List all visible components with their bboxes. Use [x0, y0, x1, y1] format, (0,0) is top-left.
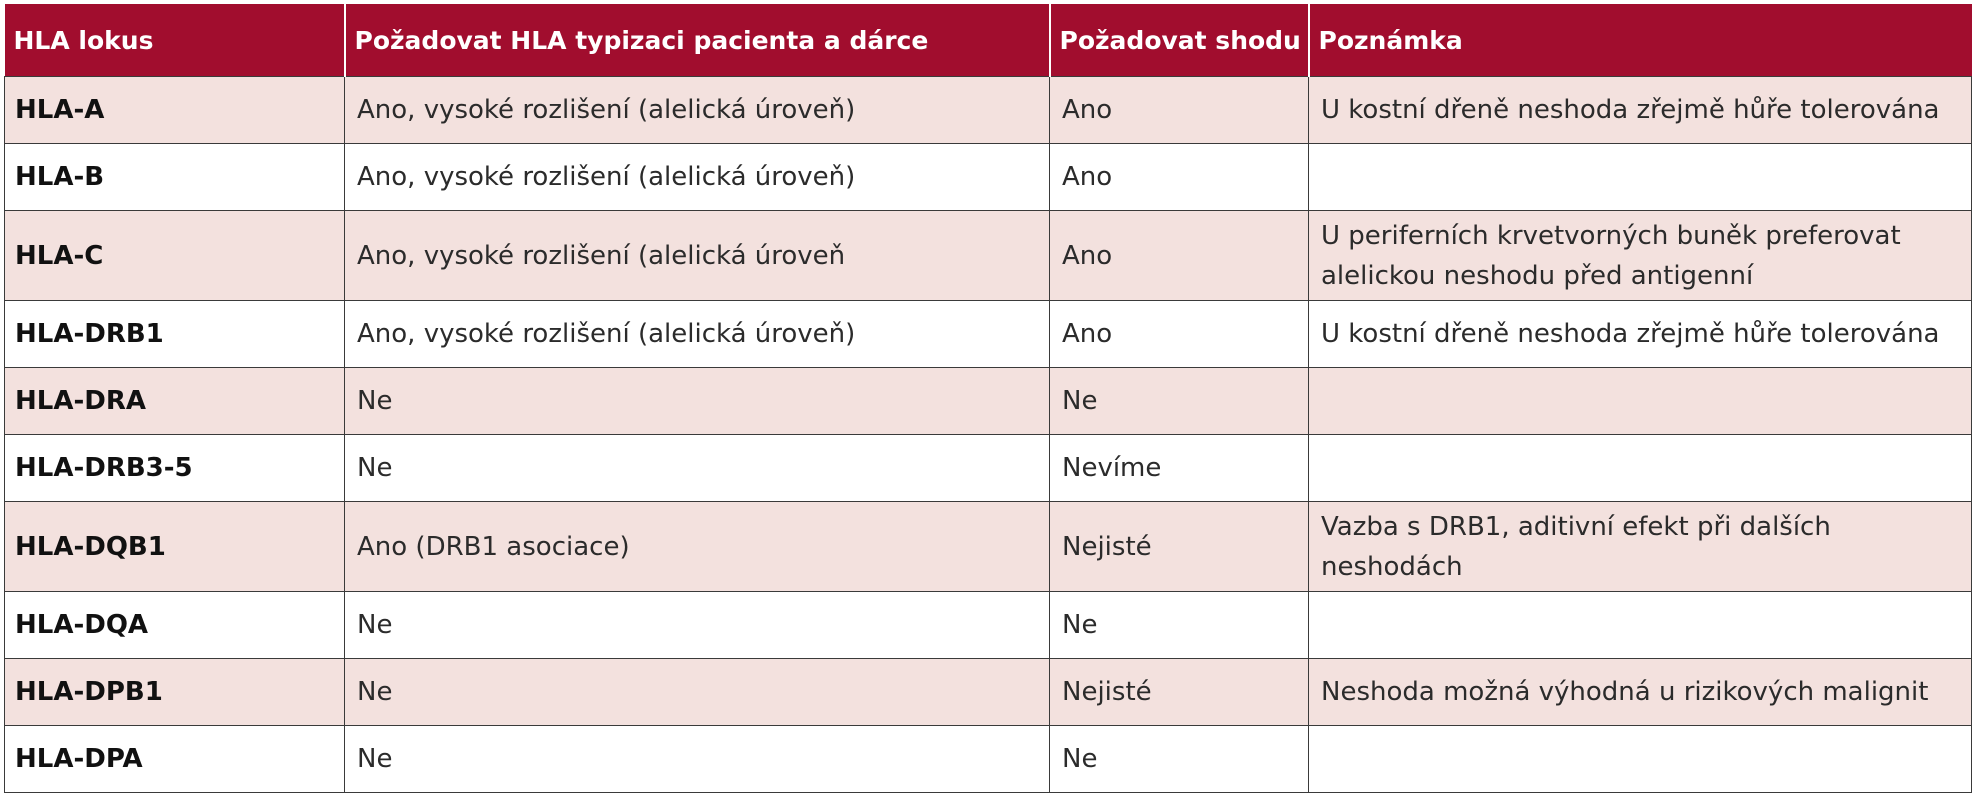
cell-note: [1309, 144, 1972, 211]
cell-typing: Ne: [345, 659, 1050, 726]
cell-typing: Ano, vysoké rozlišení (alelická úroveň): [345, 144, 1050, 211]
cell-typing: Ne: [345, 368, 1050, 435]
note-line: U kostní dřeně neshoda zřejmě hůře tolerována: [1321, 95, 1940, 125]
cell-match: Nejisté: [1050, 502, 1309, 592]
table-row: [5, 502, 1972, 592]
note-line: Vazba s DRB1, aditivní efekt při dalších: [1321, 511, 1831, 542]
cell-typing: Ne: [345, 726, 1050, 793]
cell-match: Ne: [1050, 368, 1309, 435]
cell-locus: HLA-C: [5, 211, 345, 301]
header-match-request: Požadovat shodu: [1050, 4, 1309, 77]
cell-locus: HLA-DPA: [5, 726, 345, 793]
table-body: [5, 77, 1972, 793]
table-row: [5, 301, 1972, 368]
table-row: [5, 592, 1972, 659]
cell-note: [1309, 592, 1972, 659]
note-line: alelickou neshodu před antigenní: [1321, 260, 1754, 291]
cell-locus: HLA-DPB1: [5, 659, 345, 726]
cell-match: Nejisté: [1050, 659, 1309, 726]
table-row: [5, 435, 1972, 502]
cell-match: Ne: [1050, 592, 1309, 659]
cell-note: [1309, 211, 1972, 301]
note-line: U periferních krvetvorných buněk preferovat: [1321, 220, 1901, 251]
table-row: [5, 659, 1972, 726]
cell-match: Nevíme: [1050, 435, 1309, 502]
cell-note: [1309, 301, 1972, 368]
cell-typing: Ano, vysoké rozlišení (alelická úroveň: [345, 211, 1050, 301]
hla-locus-table: [4, 4, 1972, 793]
cell-note: [1309, 368, 1972, 435]
cell-match: Ne: [1050, 726, 1309, 793]
table-row: [5, 77, 1972, 144]
table-row: [5, 144, 1972, 211]
note-line: neshodách: [1321, 551, 1463, 582]
cell-note: [1309, 77, 1972, 144]
hla-table-container: [4, 4, 1971, 793]
table-row: [5, 211, 1972, 301]
header-note: Poznámka: [1309, 4, 1972, 77]
cell-locus: HLA-DRB1: [5, 301, 345, 368]
cell-locus: HLA-A: [5, 77, 345, 144]
cell-locus: HLA-DRA: [5, 368, 345, 435]
header-row: [5, 4, 1972, 77]
table-row: [5, 368, 1972, 435]
cell-typing: Ano, vysoké rozlišení (alelická úroveň): [345, 301, 1050, 368]
table-row: [5, 726, 1972, 793]
note-line: Neshoda možná výhodná u rizikových malignit: [1321, 677, 1929, 707]
cell-match: Ano: [1050, 211, 1309, 301]
cell-typing: Ano (DRB1 asociace): [345, 502, 1050, 592]
cell-match: Ano: [1050, 77, 1309, 144]
cell-locus: HLA-DQA: [5, 592, 345, 659]
header-typing-request: Požadovat HLA typizaci pacienta a dárce: [345, 4, 1050, 77]
cell-locus: HLA-DRB3-5: [5, 435, 345, 502]
table-header: [5, 4, 1972, 77]
cell-typing: Ne: [345, 435, 1050, 502]
cell-typing: Ne: [345, 592, 1050, 659]
cell-note: [1309, 435, 1972, 502]
cell-locus: HLA-DQB1: [5, 502, 345, 592]
cell-locus: HLA-B: [5, 144, 345, 211]
cell-match: Ano: [1050, 301, 1309, 368]
cell-note: [1309, 726, 1972, 793]
cell-note: [1309, 502, 1972, 592]
cell-typing: Ano, vysoké rozlišení (alelická úroveň): [345, 77, 1050, 144]
note-line: U kostní dřeně neshoda zřejmě hůře tolerována: [1321, 319, 1940, 349]
header-hla-locus: HLA lokus: [5, 4, 345, 77]
cell-match: Ano: [1050, 144, 1309, 211]
cell-note: [1309, 659, 1972, 726]
